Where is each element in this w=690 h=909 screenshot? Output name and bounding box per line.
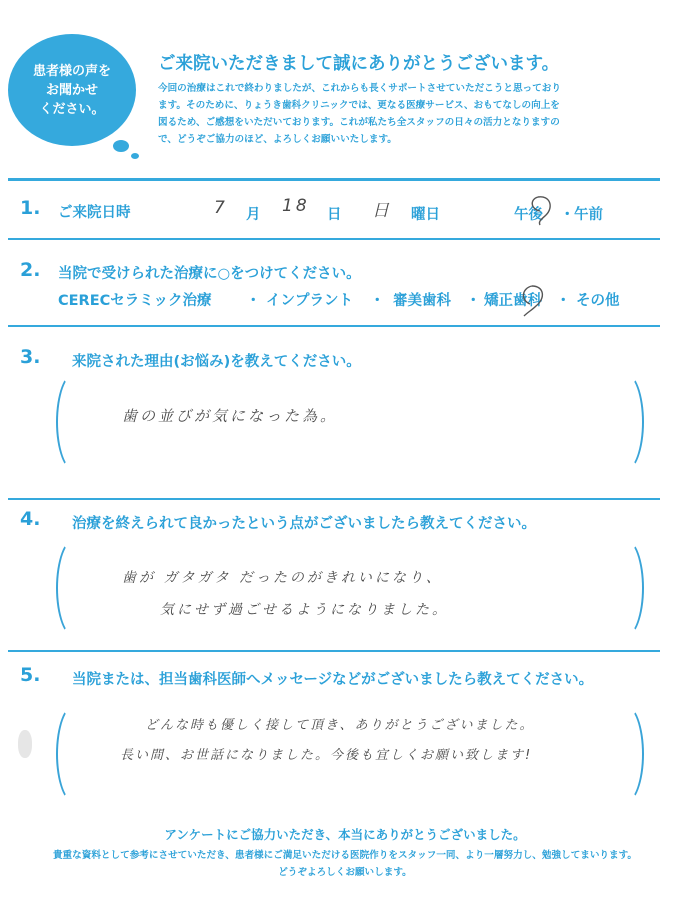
intro-line-2: ます。そのために、りょうき歯科クリニックでは、更なる医療サービス、おもてなしの向上を [158,100,560,111]
q4-number: 4. [20,508,41,530]
q2-sep-1: ・ [246,293,261,309]
q5-answer-line-2[interactable]: 長い間、お世話になりました。今後も宜しくお願い致します! [120,748,533,763]
q1-number: 1. [20,197,41,219]
section-1-top-rule [8,178,660,181]
footer-line-2: 貴重な資料として参考にさせていただき、患者様にご満足いただける医院作りをスタッフ一同、より一層努力し、勉強してまいります。 [52,850,638,861]
q4-answer-bracket-right [606,538,644,638]
q2-option-cerec[interactable]: CERECセラミック治療 [58,293,212,309]
q4-answer-line-2[interactable]: 気にせず過ごせるようになりました。 [160,602,449,618]
section-4-bottom-rule [8,650,660,652]
bubble-line-3: ください。 [39,101,105,117]
bubble-line-2: お聞かせ [45,82,98,98]
section-1-bottom-rule [8,238,660,240]
q5-title: 当院または、担当歯科医師へメッセージなどがございましたら教えてください。 [72,672,594,688]
q2-number: 2. [20,259,41,281]
q1-separator: ・ [560,207,575,223]
intro-line-4: で、どうぞご協力のほど、よろしくお願いいたします。 [158,134,397,145]
bubble-tail-dot-small [131,153,139,159]
q2-option-other[interactable]: その他 [576,293,620,309]
q2-option-orthodontics[interactable]: 矯正歯科 [484,293,542,309]
q5-answer-bracket-right [606,704,644,804]
bubble-line-1: 患者様の声を [32,63,111,79]
q4-title: 治療を終えられて良かったという点がございましたら教えてください。 [72,516,536,532]
page-headline: ご来院いただきまして誠にありがとうございます。 [158,54,560,74]
q5-number: 5. [20,664,41,686]
q1-pm-option[interactable]: 午後 [514,207,543,223]
q1-pm-circle-mark [516,191,556,227]
section-2-bottom-rule [8,325,660,327]
q5-answer-line-1[interactable]: どんな時も優しく接して頂き、ありがとうございました。 [145,718,535,733]
q1-month-value[interactable]: 7 [214,198,228,218]
intro-line-1: 今回の治療はこれで終わりましたが、これからも長くサポートさせていただこうと思っており [158,83,561,94]
q1-weekday-value[interactable]: 日 [372,201,392,221]
footer-thanks: アンケートにご協力いただき、本当にありがとうございました。 [164,827,526,842]
q2-option-cosmetic[interactable]: 審美歯科 [393,293,451,309]
speech-bubble [8,34,136,146]
q3-answer-text[interactable]: 歯の並びが気になった為。 [122,407,339,425]
paper-smudge [18,730,32,758]
q2-sep-4: ・ [556,293,571,309]
q1-day-label: 日 [327,207,342,223]
q4-answer-bracket-left [56,538,94,638]
q2-sep-3: ・ [466,293,481,309]
q3-number: 3. [20,346,41,368]
intro-line-3: 図るため、ご感想をいただいております。これが私たち全スタッフの日々の活力となりますの [158,117,560,128]
q5-answer-bracket-left [56,704,94,804]
section-3-bottom-rule [8,498,660,500]
q1-weekday-label: 曜日 [411,207,440,223]
q3-title: 来院された理由(お悩み)を教えてください。 [72,354,361,370]
q3-answer-bracket-right [606,372,644,472]
footer-line-3: どうぞよろしくお願いします。 [278,867,412,878]
intro-text [158,80,678,148]
q1-month-label: 月 [246,207,261,223]
q2-orthodontics-circle-mark [506,280,550,320]
q1-am-option[interactable]: 午前 [574,207,603,223]
bubble-tail-dot-large [113,140,129,152]
q2-sep-2: ・ [370,293,385,309]
q2-title: 当院で受けられた治療に○をつけてください。 [58,266,361,282]
q4-answer-line-1[interactable]: 歯が ガタガタ だったのがきれいになり、 [122,570,443,586]
q3-answer-bracket-left [56,372,94,472]
q1-title: ご来院日時 [58,205,131,221]
q1-day-value[interactable]: 18 [282,196,310,216]
q2-option-implant[interactable]: インプラント [266,293,353,309]
